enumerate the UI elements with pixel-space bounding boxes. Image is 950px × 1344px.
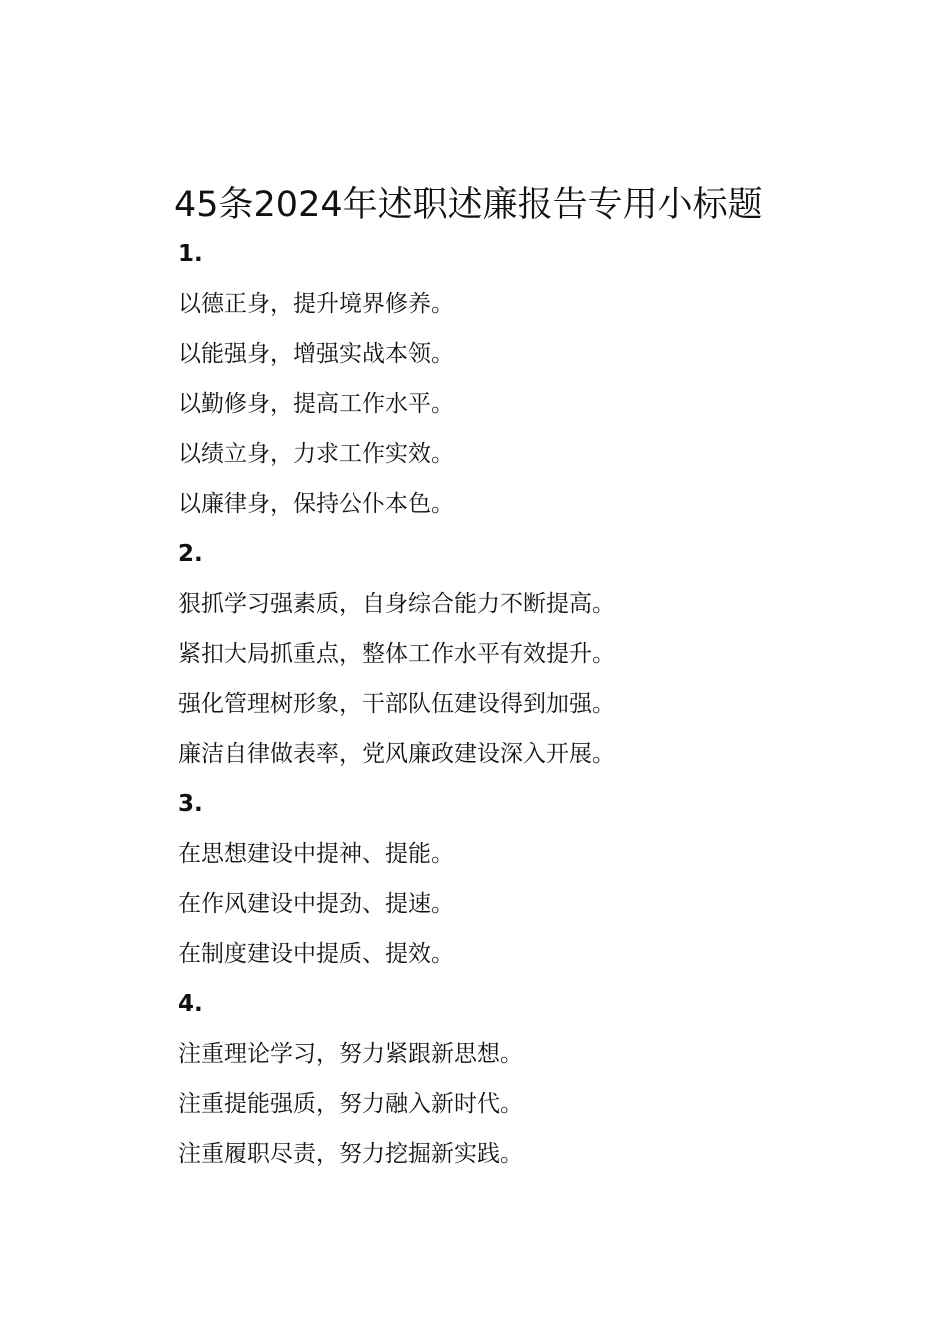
section-1 — [178, 232, 878, 532]
list-item: 在作风建设中提劲、提速。 — [178, 891, 454, 917]
list-item: 注重理论学习，努力紧跟新思想。 — [178, 1041, 523, 1067]
section-3 — [178, 782, 878, 982]
section-number: 1. — [178, 241, 203, 267]
list-item: 以勤修身，提高工作水平。 — [178, 391, 454, 417]
list-item: 紧扣大局抓重点，整体工作水平有效提升。 — [178, 641, 615, 667]
section-number: 3. — [178, 791, 203, 817]
section-number: 4. — [178, 991, 203, 1017]
document-body — [178, 232, 878, 1182]
list-item: 在思想建设中提神、提能。 — [178, 841, 454, 867]
list-item: 以绩立身，力求工作实效。 — [178, 441, 454, 467]
list-item: 注重提能强质，努力融入新时代。 — [178, 1091, 523, 1117]
list-item: 强化管理树形象，干部队伍建设得到加强。 — [178, 691, 615, 717]
section-4 — [178, 982, 878, 1182]
section-number: 2. — [178, 541, 203, 567]
section-2 — [178, 532, 878, 782]
list-item: 注重履职尽责，努力挖掘新实践。 — [178, 1141, 523, 1167]
list-item: 以廉律身，保持公仆本色。 — [178, 491, 454, 517]
document-title: 45条2024年述职述廉报告专用小标题 — [174, 185, 763, 225]
list-item: 以德正身，提升境界修养。 — [178, 291, 454, 317]
list-item: 狠抓学习强素质，自身综合能力不断提高。 — [178, 591, 615, 617]
list-item: 廉洁自律做表率，党风廉政建设深入开展。 — [178, 741, 615, 767]
list-item: 以能强身，增强实战本领。 — [178, 341, 454, 367]
list-item: 在制度建设中提质、提效。 — [178, 941, 454, 967]
